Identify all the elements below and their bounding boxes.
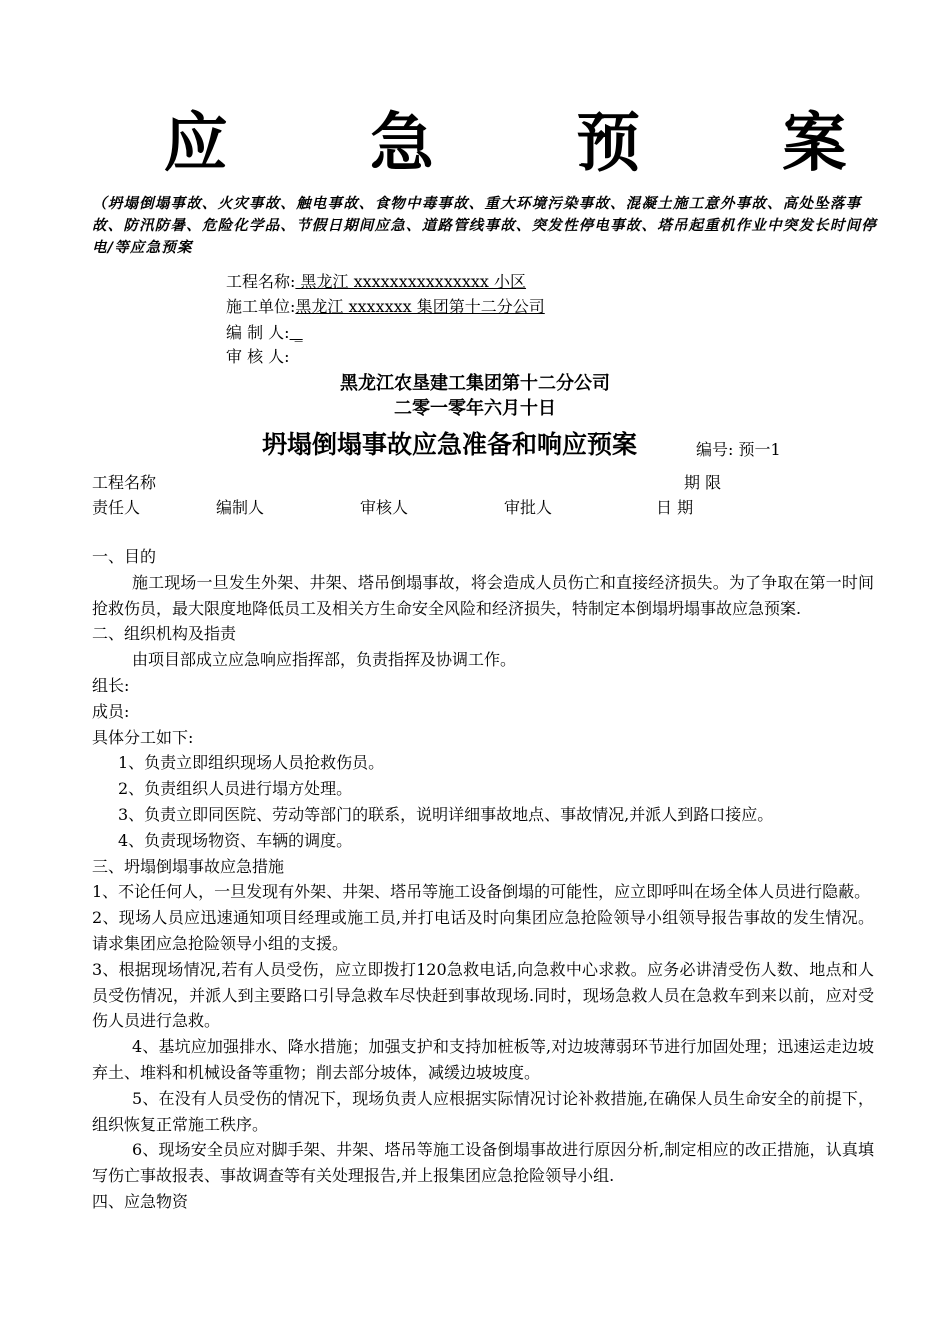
team-leader-line: 组长: [92,675,130,695]
header-reviewer: 审核人 [360,498,409,517]
document-body [92,544,874,1215]
paragraph-organization: 由项目部成立应急响应指挥部，负责指挥及协调工作。 [132,650,517,670]
document-subtitle: （坍塌倒塌事故、火灾事故、触电事故、食物中毒事故、重大环境污染事故、混凝土施工意外事故、高处坠落事故、防汛防暑、危险化学品、节假日期间应急、道路管线事故、突发性停电事故、塔吊起重机作业中突发长时间停电/等应急预案 [92,196,877,256]
header-editor: 编制人 [216,498,265,517]
reviewer-label: 审 核 人: [226,347,290,366]
document-title: 应 急 预 案 [163,107,907,181]
header-project-name: 工程名称 [92,473,157,492]
header-period: 期 限 [684,473,722,492]
company-name: 黑龙江农垦建工集团第十二分公司 [340,373,610,394]
heading-measures: 三、坍塌倒塌事故应急措施 [92,856,285,876]
team-members-line: 成员: [92,701,130,721]
measure-item: 3、根据现场情况,若有人员受伤，应立即拨打120急救电话,向急救中心求救。应务必讲清受伤人数、地点和人员受伤情况，并派人到主要路口引导急救车尽快赶到事故现场.同时，现场急救人员在急救车到来以前，应对受伤人员进行急救。 [92,959,874,1031]
document-date: 二零一零年六月十日 [394,398,556,419]
duty-item: 4、负责现场物资、车辆的调度。 [118,830,353,850]
measure-item: 1、不论任何人，一旦发现有外架、井架、塔吊等施工设备倒塌的可能性，应立即呼叫在场全体人员进行隐蔽。 [92,882,871,902]
measure-item: 2、现场人员应迅速通知项目经理或施工员,并打电话及时向集团应急抢险领导小组领导报告事故的发生情况。请求集团应急抢险领导小组的支援。 [92,908,874,953]
heading-organization: 二、组织机构及指责 [92,624,237,644]
section-code: 编号: 预一1 [696,440,781,459]
editor-row [226,322,303,344]
duties-intro: 具体分工如下: [92,727,194,747]
heading-supplies: 四、应急物资 [92,1191,189,1211]
duty-item: 1、负责立即组织现场人员抢救伤员。 [118,753,385,773]
measure-item: 6、现场安全员应对脚手架、井架、塔吊等施工设备倒塌事故进行原因分析,制定相应的改正措施，认真填写伤亡事故报表、事故调查等有关处理报告,并上报集团应急抢险领导小组. [92,1140,874,1186]
measure-item: 4、基坑应加强排水、降水措施；加强支护和支持加桩板等,对边坡薄弱环节进行加固处理；迅速运走边坡弃土、堆料和机械设备等重物；削去部分坡体，减缓边坡坡度。 [92,1037,874,1082]
project-name-value: 黑龙江 xxxxxxxxxxxxxxx 小区 [295,272,527,291]
construction-unit-row [226,296,545,318]
duty-item: 3、负责立即同医院、劳动等部门的联系，说明详细事故地点、事故情况,并派人到路口接应。 [118,804,774,824]
reviewer-row [226,346,290,368]
project-name-label: 工程名称: [226,272,296,291]
measure-item: 5、在没有人员受伤的情况下，现场负责人应根据实际情况讨论补救措施,在确保人员生命安全的前提下，组织恢复正常施工秩序。 [92,1088,874,1134]
construction-unit-value: 黑龙江 xxxxxxx 集团第十二分公司 [295,297,545,316]
header-date: 日 期 [656,498,694,517]
duty-item: 2、负责组织人员进行塌方处理。 [118,779,353,799]
editor-label: 编 制 人: [226,323,290,342]
section-title: 坍塌倒塌事故应急准备和响应预案 [262,430,638,459]
editor-value: _ [289,323,303,342]
heading-purpose: 一、目的 [92,547,157,566]
header-responsible: 责任人 [92,498,141,517]
construction-unit-label: 施工单位: [226,297,296,316]
paragraph-purpose: 施工现场一旦发生外架、井架、塔吊倒塌事故，将会造成人员伤亡和直接经济损失。为了争取在第一时间抢救伤员，最大限度地降低员工及相关方生命安全风险和经济损失，特制定本倒塌坍塌事故应急预案. [92,572,874,618]
project-name-row [226,271,526,293]
header-approver: 审批人 [504,498,553,517]
